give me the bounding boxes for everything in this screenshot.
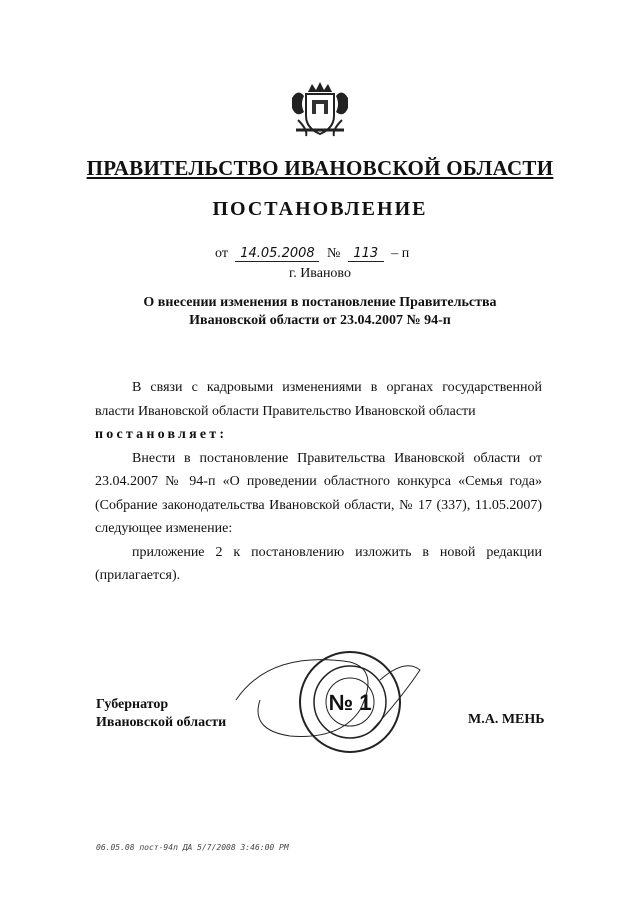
signatory-name: М.А. МЕНЬ — [468, 712, 545, 727]
paragraph-change: приложение 2 к постановлению изложить в новой редакции (прилагается). — [95, 544, 542, 583]
signatory-title-line-2: Ивановской области — [96, 715, 227, 730]
subject-heading — [120, 294, 520, 330]
date-number-line — [215, 246, 409, 262]
subject-line-2: Ивановской области от 23.04.2007 № 94-п — [189, 313, 451, 328]
document-body — [95, 376, 542, 588]
paragraph-preamble: В связи с кадровыми изменениями в органах государственной власти Ивановской области Правительство Ивановской области — [95, 380, 542, 419]
number-suffix: – п — [391, 246, 410, 261]
date-prefix: от — [215, 246, 228, 261]
decree-word — [95, 423, 542, 447]
paragraph-amendment: Внести в постановление Правительства Ивановской области от 23.04.2007 № 94-п «О проведении областного конкурса «Семья года» (Собрание законодательства Ивановской области, № 17 (337), 11.05.2007) следующее изменение: — [95, 450, 542, 536]
subject-line-1: О внесении изменения в постановление Правительства — [143, 295, 497, 310]
document-footer: 06.05.08 пост-94п ДА 5/7/2008 3:46:00 PM — [96, 843, 289, 852]
decree-keyword: постановляет: — [95, 427, 228, 442]
document-type: ПОСТАНОВЛЕНИЕ — [212, 198, 428, 220]
official-stamp — [230, 640, 430, 760]
signatory-title — [96, 696, 226, 732]
number-sign: № — [326, 246, 341, 261]
stamp-number: № 1 — [328, 690, 372, 715]
government-title: ПРАВИТЕЛЬСТВО ИВАНОВСКОЙ ОБЛАСТИ — [86, 156, 554, 180]
coat-of-arms-icon — [288, 78, 352, 138]
handwritten-number: 113 — [348, 246, 384, 262]
signatory-title-line-1: Губернатор — [96, 697, 169, 712]
handwritten-date: 14.05.2008 — [235, 246, 319, 262]
city: г. Иваново — [289, 266, 351, 281]
